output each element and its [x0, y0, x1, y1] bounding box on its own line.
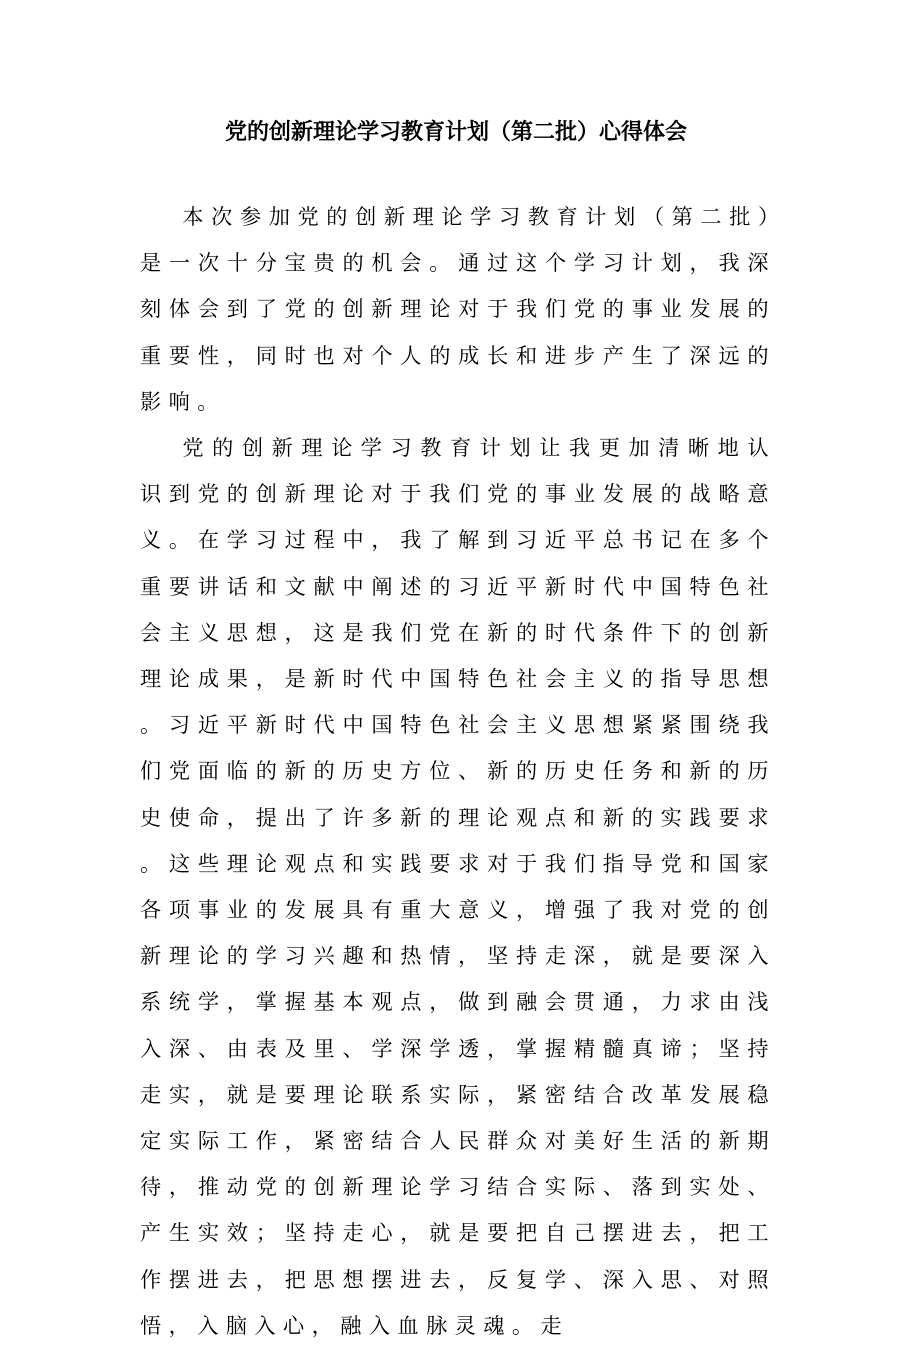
paragraph-theory-significance: 党的创新理论学习教育计划让我更加清晰地认识到党的创新理论对于我们党的事业发展的战略意义。在学习过程中，我了解到习近平总书记在多个重要讲话和文献中阐述的习近平新时代中国特色社会主义思想，这是我们党在新的时代条件下的创新理论成果，是新时代中国特色社会主义的指导思想。习近平新时代中国特色社会主义思想紧紧围绕我们党面临的新的历史方位、新的历史任务和新的历史使命，提出了许多新的理论观点和新的实践要求。这些理论观点和实践要求对于我们指导党和国家各项事业的发展具有重大意义，增强了我对党的创新理论的学习兴趣和热情，坚持走深，就是要深入系统学，掌握基本观点，做到融会贯通，力求由浅入深、由表及里、学深学透，掌握精髓真谛；坚持走实，就是要理论联系实际，紧密结合改革发展稳定实际工作，紧密结合人民群众对美好生活的新期待，推动党的创新理论学习结合实际、落到实处、产生实效；坚持走心，就是要把自己摆进去，把工作摆进去，把思想摆进去，反复学、深入思、对照悟，入脑入心，融入血脉灵魂。走 [140, 435, 776, 1338]
document-body [140, 194, 776, 1349]
paragraph-intro: 本次参加党的创新理论学习教育计划（第二批）是一次十分宝贵的机会。通过这个学习计划，我深刻体会到了党的创新理论对于我们党的事业发展的重要性，同时也对个人的成长和进步产生了深远的影响。 [140, 204, 776, 414]
document-title: 党的创新理论学习教育计划（第二批）心得体会 [224, 120, 687, 145]
